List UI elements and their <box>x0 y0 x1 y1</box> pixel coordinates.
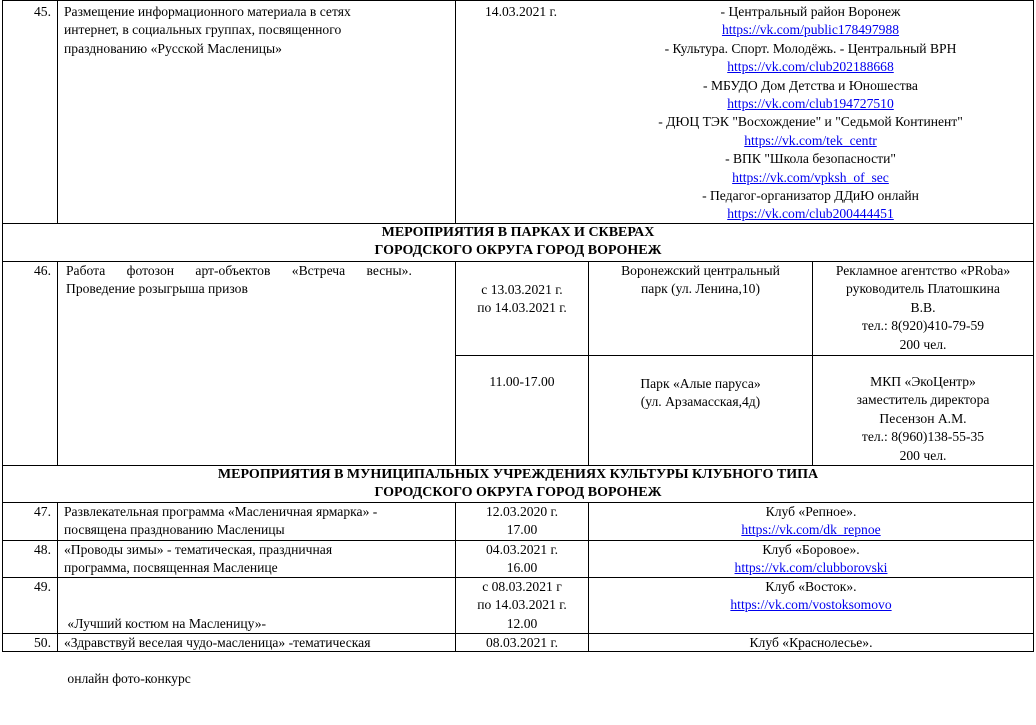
text-line: 17.00 <box>506 522 538 538</box>
text-line <box>66 262 450 280</box>
section-subtitle: ГОРОДСКОГО ОКРУГА ГОРОД ВОРОНЕЖ <box>374 485 662 501</box>
text-line: Парк «Алые паруса» <box>640 376 761 391</box>
vk-link[interactable]: https://vk.com/club194727510 <box>727 96 894 112</box>
section-header-parks <box>3 224 1033 261</box>
text-line: руководитель Платошкина <box>846 281 1000 297</box>
text-line: интернет, в социальных группах, посвященного <box>64 22 342 38</box>
place-label: Клуб «Боровое». <box>762 542 860 557</box>
place-label: - Педагог-организатор ДДиЮ онлайн <box>702 188 919 204</box>
vk-link[interactable]: https://vk.com/dk_repnoe <box>741 522 881 538</box>
section-title: МЕРОПРИЯТИЯ В МУНИЦИПАЛЬНЫХ УЧРЕЖДЕНИЯХ КУЛЬТУРЫ КЛУБНОГО ТИПА <box>217 467 819 482</box>
vk-link[interactable]: https://vk.com/club202188668 <box>727 59 894 75</box>
text-line: с 08.03.2021 г <box>482 579 562 594</box>
place-label: - ВПК "Школа безопасности" <box>725 151 896 167</box>
event-place <box>589 375 812 412</box>
text-line: «Проводы зимы» - тематическая, праздничная <box>64 542 333 557</box>
place-label: - Центральный район Воронеж <box>720 4 901 19</box>
text-line: В.В. <box>910 299 936 315</box>
event-title: «Здравствуй веселая чудо-масленица» -тематическая <box>64 635 371 650</box>
text-line: 200 чел. <box>899 447 947 463</box>
row-number: 48. <box>34 542 51 557</box>
event-date <box>456 503 588 540</box>
place-label: Клуб «Репное». <box>765 504 857 519</box>
event-place <box>589 262 812 299</box>
col-divider <box>57 0 58 223</box>
text-line: МКП «ЭкоЦентр» <box>870 374 976 389</box>
table-border <box>1033 0 1034 652</box>
text-line: Размещение информационного материала в сетях <box>64 4 351 19</box>
table-border <box>2 0 1034 1</box>
row-number: 46. <box>34 263 51 278</box>
text-line: 12.03.2020 г. <box>485 504 558 519</box>
event-title <box>64 3 452 58</box>
event-date <box>456 281 588 318</box>
event-title <box>64 541 454 578</box>
place-label: - МБУДО Дом Детства и Юношества <box>703 77 918 93</box>
text-line: 200 чел. <box>899 336 947 352</box>
text-line: 12.00 <box>506 615 538 631</box>
event-place <box>589 541 1033 578</box>
text-line: тел.: 8(960)138-55-35 <box>861 429 985 445</box>
vk-link[interactable]: https://vk.com/vpksh_of_sec <box>732 169 889 185</box>
text-line: заместитель директора <box>856 392 990 408</box>
section-title: МЕРОПРИЯТИЯ В ПАРКАХ И СКВЕРАХ <box>381 225 655 240</box>
row-number: 45. <box>34 4 51 19</box>
text-line: онлайн фото-конкурс <box>64 671 191 687</box>
text-line: парк (ул. Ленина,10) <box>641 281 760 297</box>
text-line: Развлекательная программа «Масленичная ярмарка» - <box>64 504 378 519</box>
event-date <box>456 541 588 578</box>
row-divider <box>455 355 1034 356</box>
col-divider <box>57 261 58 465</box>
vk-link[interactable]: https://vk.com/clubborovski <box>734 560 888 576</box>
text-line: по 14.03.2021 г. <box>477 300 567 316</box>
event-place <box>589 503 1033 540</box>
section-header-clubs <box>3 466 1033 503</box>
text-line: Песензон А.М. <box>879 410 967 426</box>
event-title <box>64 503 454 540</box>
event-date: 08.03.2021 г. <box>485 635 558 650</box>
event-place <box>589 578 1033 615</box>
text-line: посвящена празднованию Масленицы <box>64 522 285 538</box>
place-label: - Культура. Спорт. Молодёжь. - Центральный ВРН <box>664 40 957 56</box>
text-line: программа, посвященная Масленице <box>64 560 278 576</box>
vk-link[interactable]: https://vk.com/public178497988 <box>721 22 900 38</box>
row-number: 47. <box>34 504 51 519</box>
row-number: 50. <box>34 635 51 650</box>
text-line: (ул. Арзамасская,4д) <box>640 394 761 410</box>
section-subtitle: ГОРОДСКОГО ОКРУГА ГОРОД ВОРОНЕЖ <box>374 243 662 259</box>
col-divider <box>57 502 58 652</box>
text-line: тел.: 8(920)410-79-59 <box>861 318 985 334</box>
text-line: 16.00 <box>506 560 538 576</box>
vk-link[interactable]: https://vk.com/vostoksomovo <box>730 597 892 613</box>
vk-link[interactable]: https://vk.com/club200444451 <box>727 206 894 222</box>
text-line: 04.03.2021 г. <box>485 542 558 557</box>
event-place: Клуб «Краснолесье». <box>749 635 873 650</box>
text-line: Проведение розыгрыша призов <box>66 281 248 297</box>
vk-link[interactable]: https://vk.com/tek_centr <box>744 132 877 148</box>
event-date: 14.03.2021 г. <box>484 4 557 19</box>
text-line: по 14.03.2021 г. <box>477 597 567 613</box>
place-label: - ДЮЦ ТЭК "Восхождение" и "Седьмой Континент" <box>658 114 963 130</box>
event-title <box>66 262 450 299</box>
event-places <box>588 3 1033 224</box>
event-responsible <box>813 262 1033 354</box>
text-line: «Лучший костюм на Масленицу»- <box>64 615 267 631</box>
event-date <box>456 578 588 633</box>
row-number: 49. <box>34 579 51 594</box>
place-label: Клуб «Восток». <box>765 579 857 594</box>
event-responsible <box>813 373 1033 465</box>
text-line: Воронежский центральный <box>621 263 780 278</box>
text-line: с 13.03.2021 г. <box>481 282 563 297</box>
text-line: Рекламное агентство «PRoba» <box>835 263 1011 278</box>
col-divider <box>455 0 456 223</box>
text-line: празднованию «Русской Масленицы» <box>64 40 282 56</box>
text: Работа фотозон арт-объектов «Встреча весны». <box>66 263 412 278</box>
event-time: 11.00-17.00 <box>489 374 555 389</box>
